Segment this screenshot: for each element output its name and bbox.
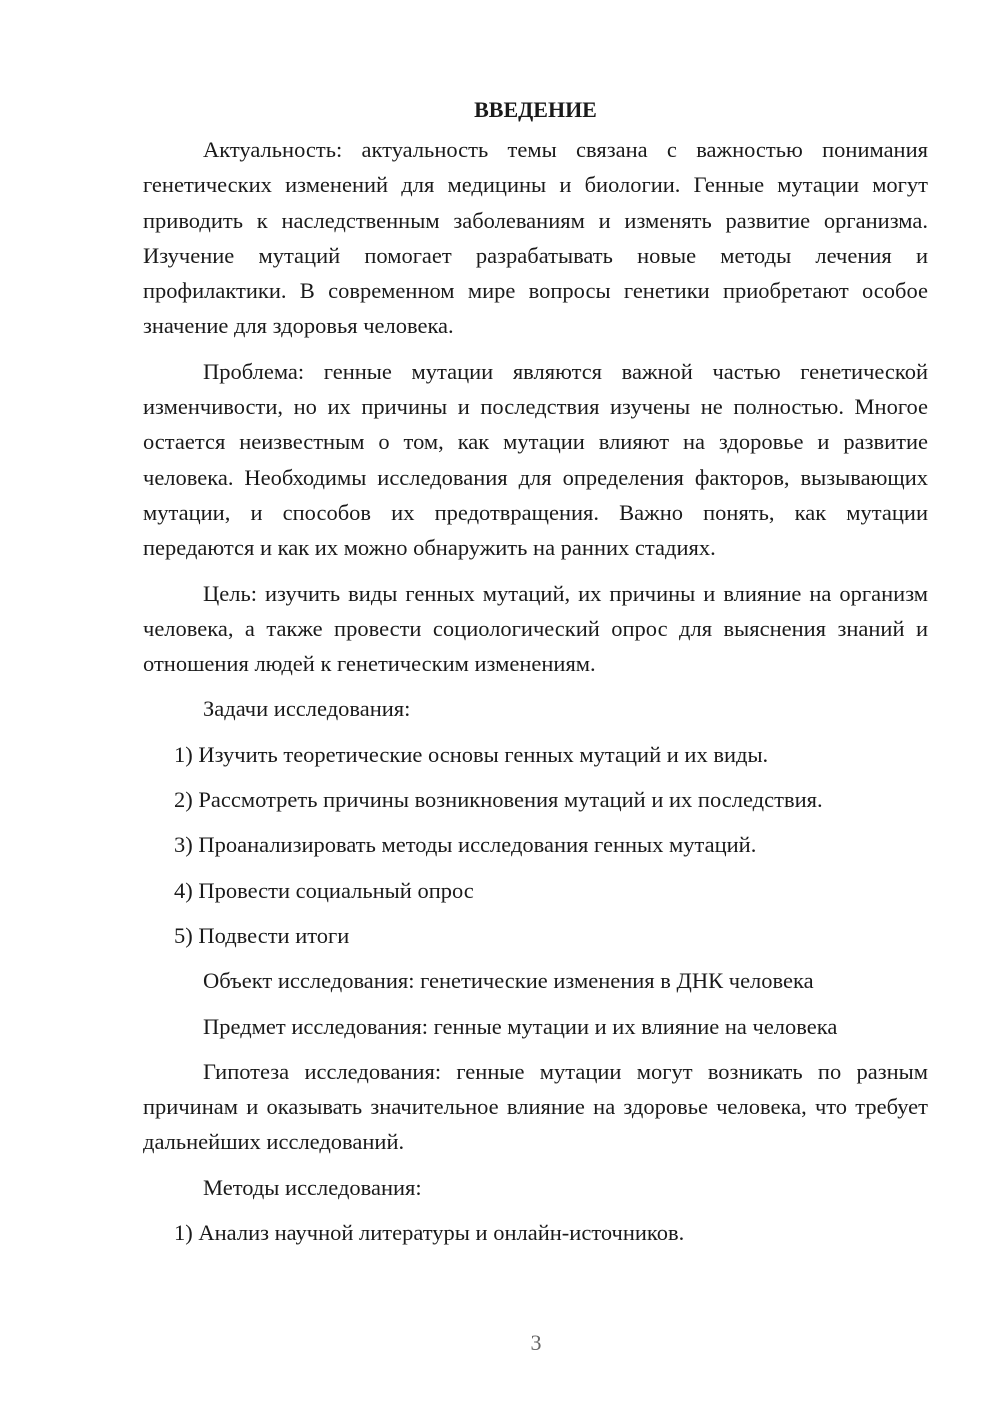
problem-paragraph: Проблема: генные мутации являются важной частью генетической изменчивости, но их причины и последствия изучены не полностью. Многое остается неизвестным о том, как мутации влияют на здоровье и развитие человека. Необходимы исследования для определения факторов, вызывающих мутации, и способов их предотвращения. Важно понять, как мутации передаются и как их можно обнаружить на ранних стадиях.	[143, 358, 928, 561]
hypothesis-paragraph: Гипотеза исследования: генные мутации могут возникать по разным причинам и оказывать значительное влияние на здоровье человека, что требует дальнейших исследований.	[143, 1058, 928, 1155]
methods-heading: Методы исследования:	[203, 1174, 422, 1200]
research-subject: Предмет исследования: генные мутации и их влияние на человека	[203, 1013, 838, 1039]
relevance-paragraph: Актуальность: актуальность темы связана с важностью понимания генетических изменений для медицины и биологии. Генные мутации могут приводить к наследственным заболеваниям и изменять развитие организма. Изучение мутаций помогает разрабатывать новые методы лечения и профилактики. В современном мире вопросы генетики приобретают особое значение для здоровья человека.	[143, 137, 928, 339]
page-number: 3	[530, 1330, 542, 1355]
task-item: 2) Рассмотреть причины возникновения мутаций и их последствия.	[174, 787, 823, 813]
method-item: 1) Анализ научной литературы и онлайн-источников.	[174, 1220, 685, 1246]
document-page	[143, 92, 928, 1260]
task-item: 4) Провести социальный опрос	[174, 877, 474, 903]
section-heading: ВВЕДЕНИЕ	[474, 97, 597, 122]
task-item: 1) Изучить теоретические основы генных мутаций и их виды.	[174, 741, 769, 767]
tasks-heading: Задачи исследования:	[203, 696, 411, 722]
task-item: 5) Подвести итоги	[174, 922, 350, 948]
task-item: 3) Проанализировать методы исследования генных мутаций.	[174, 832, 757, 858]
research-object: Объект исследования: генетические изменения в ДНК человека	[203, 968, 814, 994]
goal-paragraph: Цель: изучить виды генных мутаций, их причины и влияние на организм человека, а также провести социологический опрос для выяснения знаний и отношения людей к генетическим изменениям.	[143, 580, 928, 677]
